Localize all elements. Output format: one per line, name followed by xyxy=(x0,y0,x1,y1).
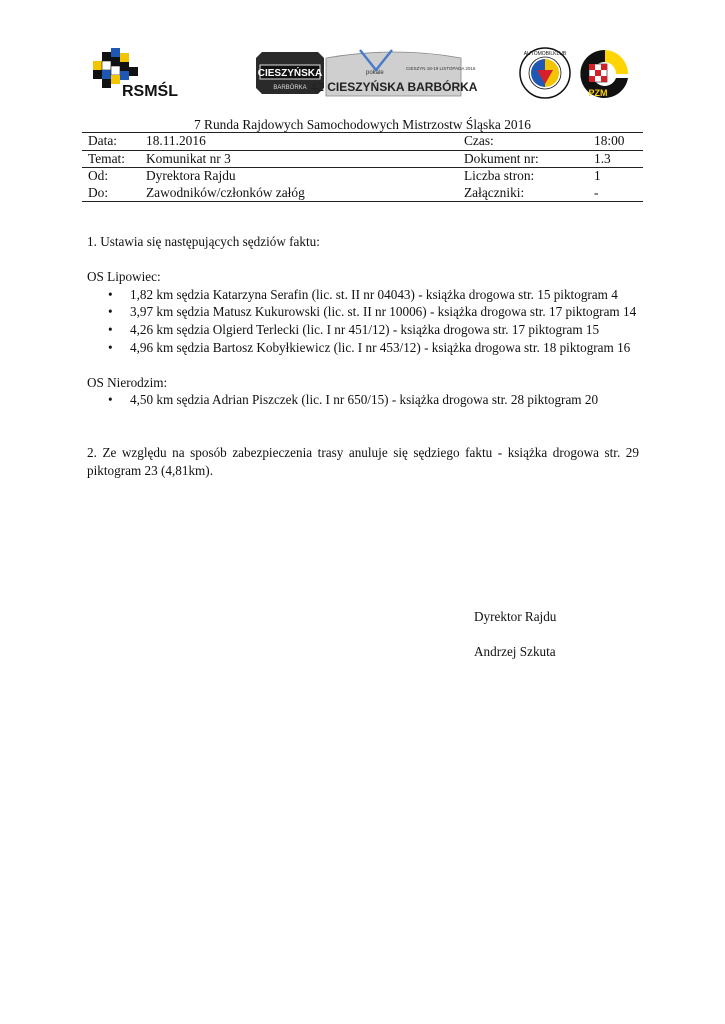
header-label: Liczba stron: xyxy=(458,168,588,185)
pzm-logo xyxy=(580,48,630,102)
bullet-icon: • xyxy=(108,304,113,320)
header-row-to xyxy=(82,185,643,202)
list-item: • 3,97 km sędzia Matusz Kukurowski (lic. st. II nr 10006) - książka drogowa str. 17 piktogram 14 xyxy=(108,304,637,320)
header-value: 18:00 xyxy=(588,133,643,151)
bullet-icon: • xyxy=(108,321,113,337)
header-label: Data: xyxy=(82,133,140,151)
pzm-text: PZM xyxy=(588,88,608,98)
checkered-flag-icon xyxy=(93,48,138,88)
stage-title-lipowiec: OS Lipowiec: xyxy=(87,269,161,285)
header-value: - xyxy=(588,185,643,202)
header-row-from xyxy=(82,168,643,185)
rsmsl-wordmark: RSMŚL xyxy=(122,83,178,100)
header-value: 1.3 xyxy=(588,150,643,168)
list-item: • 4,26 km sędzia Olgierd Terlecki (lic. I nr 451/12) - książka drogowa str. 17 piktogram 15 xyxy=(108,321,600,337)
header-value: Dyrektora Rajdu xyxy=(140,168,458,185)
signature-block xyxy=(474,608,556,661)
rally-banner-title: 42 CIESZYŃSKA BARBÓRKA xyxy=(310,80,478,94)
judges-list-lipowiec xyxy=(87,286,639,356)
signature-name: Andrzej Szkuta xyxy=(474,644,556,660)
list-item: • 1,82 km sędzia Katarzyna Serafin (lic. st. II nr 04043) - książka drogowa str. 15 piktogram 4 xyxy=(108,286,618,302)
list-item: • 4,96 km sędzia Bartosz Kobyłkiewicz (lic. I nr 453/12) - książka drogowa str. 18 piktogram 16 xyxy=(108,339,631,355)
communique-body xyxy=(87,233,639,479)
stage-title-nierodzim: OS Nierodzim: xyxy=(87,374,168,390)
rally-logo xyxy=(256,44,478,102)
header-label: Od: xyxy=(82,168,140,185)
header-label: Czas: xyxy=(458,133,588,151)
logo-strip xyxy=(0,40,725,110)
rally-sponsor: pokale xyxy=(366,70,384,76)
header-label: Załączniki: xyxy=(458,185,588,202)
bullet-icon: • xyxy=(108,286,113,302)
header-label: Dokument nr: xyxy=(458,150,588,168)
signature-role: Dyrektor Rajdu xyxy=(474,609,557,624)
point1-heading: 1. Ustawia się następujących sędziów faktu: xyxy=(87,234,320,249)
header-row-subject xyxy=(82,150,643,168)
rally-badge-subtext: BARBÓRKA xyxy=(273,85,307,91)
round-title: 7 Runda Rajdowych Samochodowych Mistrzostw Śląska 2016 xyxy=(194,117,531,132)
point2-text: 2. Ze względu na sposób zabezpieczenia trasy anuluje się sędziego faktu - książka drogowa str. 29 piktogram 23 (4,81km). xyxy=(87,444,639,478)
bullet-icon: • xyxy=(108,392,113,408)
list-item: • 4,50 km sędzia Adrian Piszczek (lic. I nr 650/15) - książka drogowa str. 28 piktogram 20 xyxy=(108,392,599,408)
header-value: Komunikat nr 3 xyxy=(140,150,458,168)
header-value: 1 xyxy=(588,168,643,185)
rally-badge-text: CIESZYŃSKA xyxy=(257,68,323,79)
rsmsl-logo xyxy=(88,44,180,102)
rally-banner xyxy=(311,50,478,96)
automobilklub-text: AUTOMOBILKLUB xyxy=(523,51,567,57)
judges-list-nierodzim xyxy=(87,391,639,409)
header-value: 18.11.2016 xyxy=(140,133,458,151)
bullet-icon: • xyxy=(108,339,113,355)
rally-dates: CIESZYN 18-19 LISTOPADA 2016 xyxy=(406,66,476,71)
document-header-table xyxy=(82,132,643,202)
automobilklub-logo xyxy=(518,46,572,100)
header-value: Zawodników/członków załóg xyxy=(140,185,458,202)
header-label: Temat: xyxy=(82,150,140,168)
header-row-date xyxy=(82,133,643,151)
header-label: Do: xyxy=(82,185,140,202)
